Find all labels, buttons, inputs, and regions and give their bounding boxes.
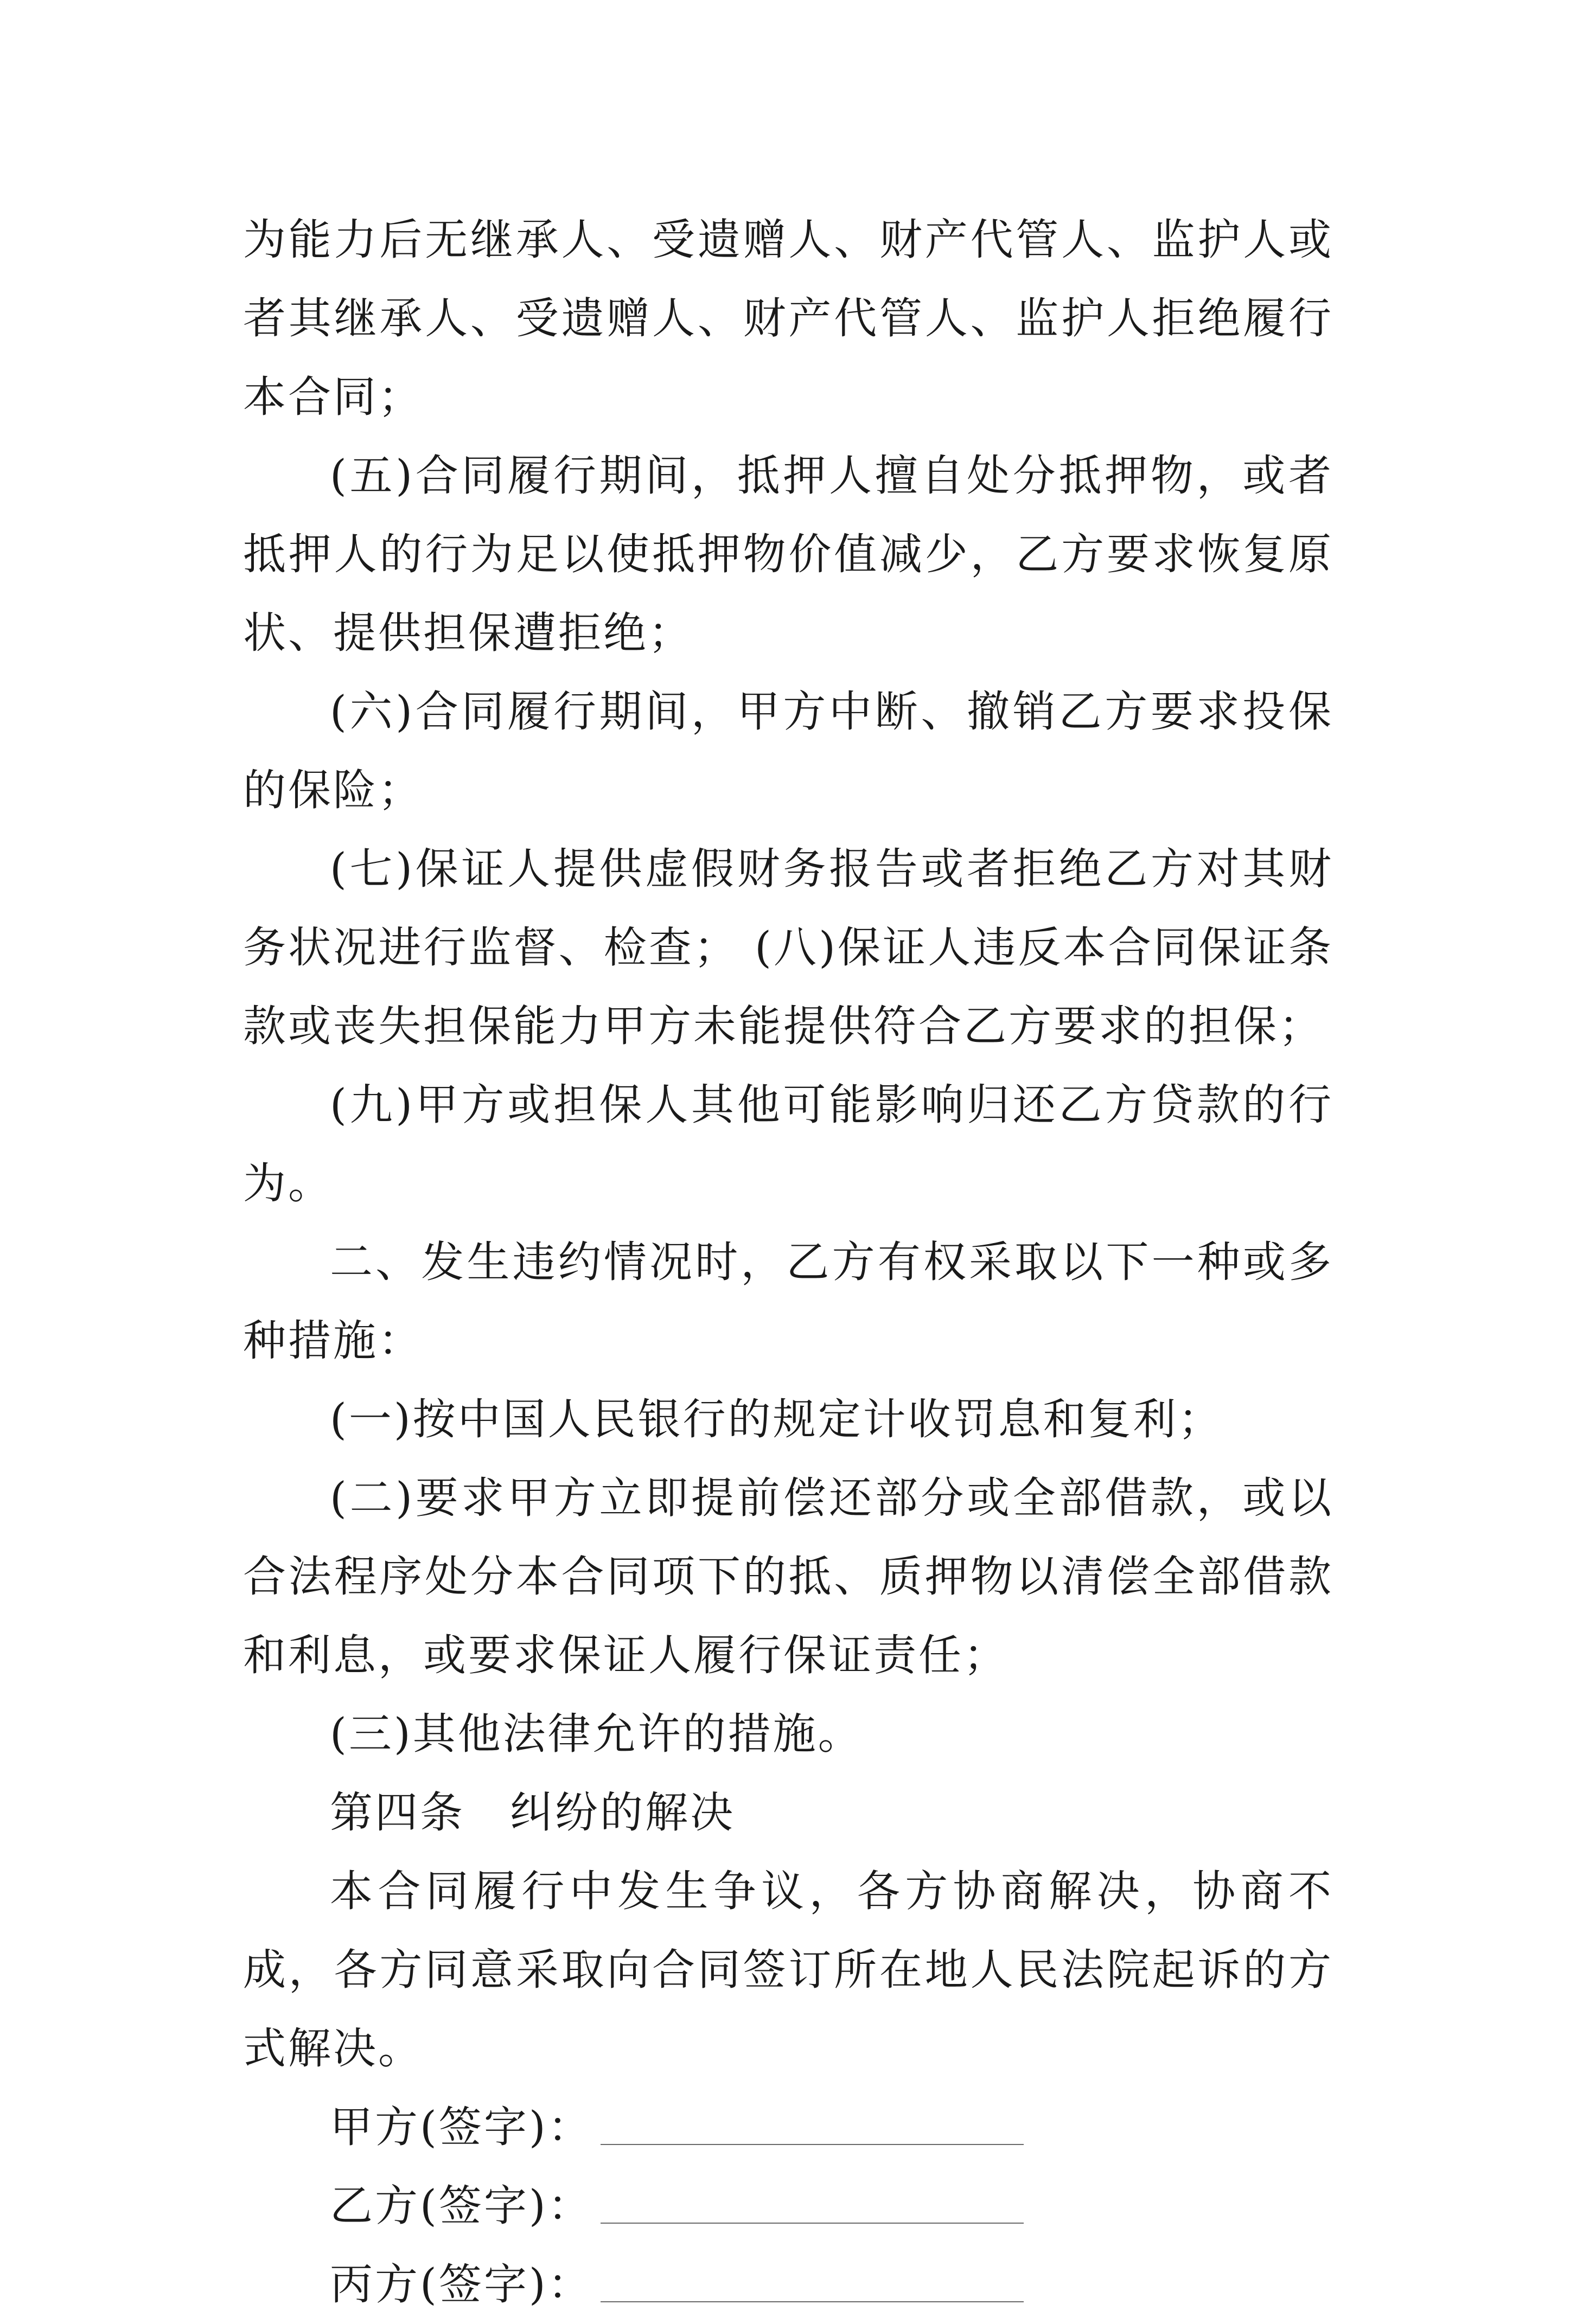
breach-measures-heading: 二、发生违约情况时，乙方有权采取以下一种或多种措施： (243, 1237, 1333, 1366)
measure-2-paragraph: (二)要求甲方立即提前偿还部分或全部借款，或以合法程序处分本合同项下的抵、质押物以清偿全部借款和利息，或要求保证人履行保证责任； (243, 1473, 1333, 1680)
clause-9-paragraph: (九)甲方或担保人其他可能影响归还乙方贷款的行为。 (243, 1080, 1333, 1208)
signature-row-party-a (243, 2088, 1333, 2167)
clause-5-paragraph: (五)合同履行期间，抵押人擅自处分抵押物，或者抵押人的行为足以使抵押物价值减少，乙方要求恢复原状、提供担保遭拒绝； (243, 451, 1333, 658)
signature-line-party-c[interactable] (601, 2301, 1024, 2302)
signature-label-party-b: 乙方(签字)： (330, 2181, 593, 2231)
article-4-heading: 第四条 纠纷的解决 (330, 1788, 735, 1838)
signature-row-party-c (243, 2245, 1333, 2324)
signature-line-party-a[interactable] (601, 2144, 1024, 2145)
document-page (243, 201, 1333, 2324)
signature-row-party-b (243, 2167, 1333, 2245)
dispute-resolution-paragraph: 本合同履行中发生争议，各方协商解决，协商不成，各方同意采取向合同签订所在地人民法院起诉的方式解决。 (243, 1866, 1333, 2073)
clause-7-8-paragraph: (七)保证人提供虚假财务报告或者拒绝乙方对其财务状况进行监督、检查； (八)保证人违反本合同保证条款或丧失担保能力甲方未能提供符合乙方要求的担保； (243, 844, 1333, 1051)
signature-label-party-c: 丙方(签字)： (330, 2259, 593, 2309)
measure-1-paragraph: (一)按中国人民银行的规定计收罚息和复利； (330, 1394, 1223, 1444)
signature-label-party-a: 甲方(签字)： (330, 2102, 593, 2152)
signature-line-party-b[interactable] (601, 2223, 1024, 2224)
clause-6-paragraph: (六)合同履行期间，甲方中断、撤销乙方要求投保的保险； (243, 687, 1333, 815)
paragraph-continuation: 为能力后无继承人、受遗赠人、财产代管人、监护人或者其继承人、受遗赠人、财产代管人、监护人拒绝履行本合同； (243, 215, 1333, 422)
measure-3-paragraph: (三)其他法律允许的措施。 (330, 1709, 863, 1759)
